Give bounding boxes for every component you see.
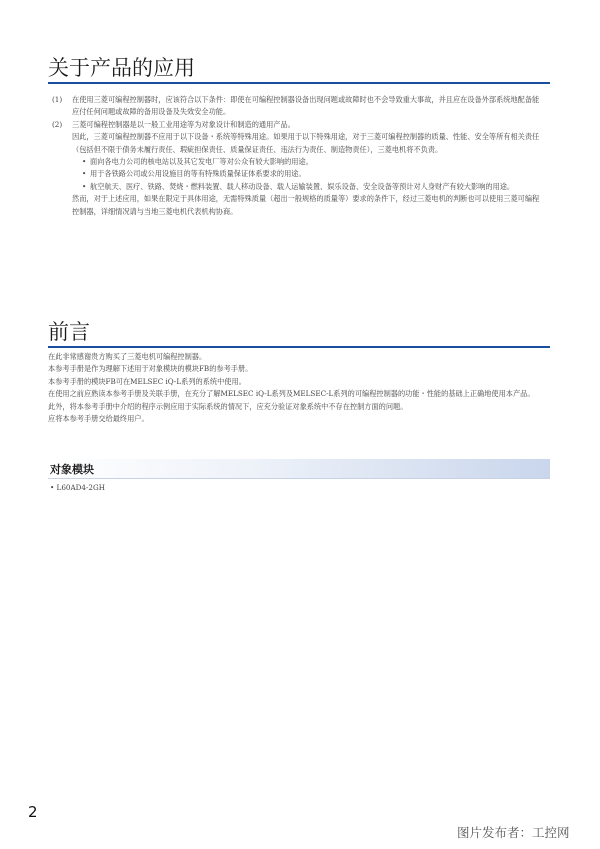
bullet-item (72, 156, 546, 168)
section-title-preface: 前言 (48, 320, 550, 348)
watermark: 图片发布者：工控网 (457, 825, 570, 840)
preface-line: 本参考手册的模块FB可在MELSEC iQ-L系列的系统中使用。 (48, 376, 246, 386)
bullet-icon: • (50, 483, 55, 492)
list-item (52, 94, 546, 119)
preface-line: 在使用之前应熟读本参考手册及关联手册，在充分了解MELSEC iQ-L系列及MELSEC-L系列的可编程控制器的功能・性能的基础上正确地使用本产品。 (48, 389, 535, 399)
bullet-text: 航空航天、医疗、铁路、焚烧・燃料装置、载人移动设备、载人运输装置、娱乐设备、安全设备等预计对人身财产有较大影响的用途。 (90, 181, 515, 191)
item-text: 三菱可编程控制器是以一般工业用途等为对象设计和制造的通用产品。 (72, 119, 295, 129)
page-number: 2 (28, 803, 38, 821)
bullet-item (72, 168, 546, 180)
item-text: 在使用三菱可编程控制器时，应该符合以下条件：即使在可编程控制器设备出现问题或故障时也不会导致重大事故，并且应在设备外部系统地配备能应付任何问题或故障的备用设备及失效安全功能。 (72, 95, 540, 117)
item-text: 因此，三菱可编程控制器不应用于以下设备・系统等特殊用途。如果用于以下特殊用途，对于三菱可编程控制器的质量、性能、安全等所有相关责任（包括但不限于债务未履行责任、瑕疵担保责任、质量保证责任、违法行为责任、制造物责任），三菱电机将不负责。 (72, 132, 540, 154)
preface-line: 此外，将本参考手册中介绍的程序示例应用于实际系统的情况下，应充分验证对象系统中不存在控制方面的问题。 (48, 401, 408, 411)
item-number: (1) (52, 95, 63, 104)
preface-line: 应将本参考手册交给最终用户。 (48, 414, 149, 424)
preface-line: 本参考手册是作为理解下述用于对象模块的模块FB的参考手册。 (48, 364, 253, 374)
item-number: (2) (52, 119, 63, 129)
module-name: L60AD4-2GH (56, 483, 106, 492)
bullet-icon: • (82, 157, 87, 167)
section-title-product-usage: 关于产品的应用 (48, 56, 550, 84)
preface-line: 在此非常感谢贵方购买了三菱电机可编程控制器。 (48, 352, 207, 361)
bullet-text: 用于各铁路公司或公用设施目的等有特殊质量保证体系要求的用途。 (90, 169, 306, 179)
list-item (52, 119, 546, 218)
bullet-text: 面向各电力公司的核电站以及其它发电厂等对公众有较大影响的用途。 (90, 157, 313, 167)
item-text: 然而，对于上述应用，如果在限定于具体用途，无需特殊质量（超出一般规格的质量等）要求的条件下，经过三菱电机的判断也可以使用三菱可编程控制器，详细情况请与当地三菱电机代表机构协商。 (72, 194, 540, 216)
subsection-title: 对象模块 (50, 463, 94, 476)
preface-text (48, 351, 548, 425)
subsection-header-target-module (48, 459, 550, 479)
bullet-item (72, 181, 546, 193)
usage-conditions-list (52, 94, 546, 218)
bullet-icon: • (82, 181, 87, 191)
bullet-icon: • (82, 169, 87, 179)
module-list-item (50, 483, 105, 492)
